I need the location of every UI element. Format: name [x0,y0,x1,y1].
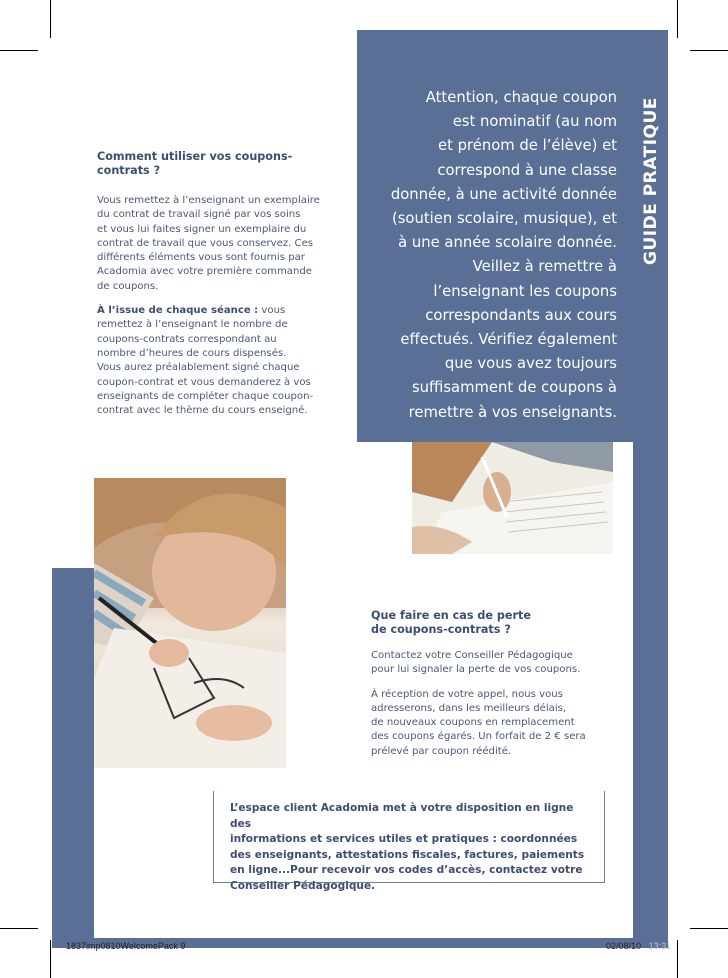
usage-paragraph-2 [97,304,342,418]
text-line [97,304,342,318]
callout-line: effectués. Vérifiez également [400,331,617,349]
child-drawing-photo [94,478,286,768]
callout-line: remettre à vos enseignants. [408,403,617,421]
print-slug: 1837imp0810WelcomePack 9 [66,941,186,951]
callout-line: et prénom de l’élève) et [438,137,617,155]
callout-line: à une année scolaire donnée. [398,234,617,252]
text-line: Vous remettez à l’enseignant un exemplaire [97,195,320,206]
crop-mark [677,0,678,38]
usage-heading: Comment utiliser vos coupons-contrats ? [97,150,293,177]
crop-mark [0,50,38,51]
client-space-info [230,801,590,895]
heading-line: Que faire en cas de perte [371,609,531,622]
text-line: adresserons, dans les meilleurs délais, [371,702,567,714]
info-line: informations et services utiles et pratiques : coordonnées [230,833,578,846]
callout-line: l’enseignant les coupons [433,282,617,300]
text-line: prélevé par coupon réédité. [371,745,512,757]
crop-mark [50,940,51,978]
student-writing-illustration [412,442,613,554]
text-line: nombre d’heures de cours dispensés. [97,347,287,359]
student-writing-photo [412,442,613,554]
text-line: contrat de travail que vous conservez. Ces [97,237,314,249]
loss-paragraph-1 [371,649,626,678]
crop-mark [690,928,728,929]
callout-line: correspond à une classe [437,161,617,179]
text-line: des coupons égarés. Un forfait de 2 € sera [371,731,586,743]
text-line: Acadomia avec votre première commande [97,266,312,278]
callout-paragraph-1 [365,86,617,255]
callout-line: est nominatif (au nom [452,113,617,131]
callout-line: Veillez à remettre à [472,258,617,276]
print-time: 13:31 [648,941,672,951]
usage-section [97,150,342,418]
callout-line: Attention, chaque coupon [425,89,617,106]
left-band [52,568,94,948]
text-line: À réception de votre appel, nous vous [371,688,563,700]
callout-text [365,86,617,425]
text-line: remettez à l’enseignant le nombre de [97,319,288,331]
crop-mark [677,940,678,978]
loss-section [371,609,626,759]
crop-mark [690,50,728,51]
text-line: pour lui signaler la perte de vos coupons. [371,664,581,676]
callout-line: correspondants aux cours [425,306,617,324]
info-line: L’espace client Acadomia met à votre disposition en ligne des [230,802,574,830]
callout-line: donnée, à une activité donnée [390,185,617,203]
print-date-value: 02/08/10 [606,941,642,951]
print-date [606,941,671,951]
info-line: en ligne...Pour recevoir vos codes d’accès, contactez votre [230,864,583,877]
text-fragment: vous [258,305,286,317]
crop-mark [0,928,38,929]
callout-line: (soutien scolaire, musique), et [391,210,617,228]
text-line: contrat avec le thème du cours enseigné. [97,405,308,417]
text-line: différents éléments vous sont fournis par [97,252,305,264]
loss-paragraph-2 [371,688,626,759]
info-line: Conseiller Pédagogique. [230,879,376,892]
info-line: des enseignants, attestations fiscales, factures, paiements [230,848,585,861]
text-line: enseignants de compléter chaque coupon- [97,390,314,402]
child-drawing-illustration [94,478,286,768]
text-line: et vous lui faites signer un exemplaire du [97,223,307,235]
paragraph-lead: À l’issue de chaque séance : [97,305,259,317]
text-line: du contrat de travail signé par vos soins [97,209,301,221]
text-line: Contactez votre Conseiller Pédagogique [371,650,573,661]
text-line: de coupons. [97,280,159,292]
text-line: Vous aurez préalablement signé chaque [97,362,300,374]
text-line: de nouveaux coupons en remplacement [371,717,575,729]
callout-line: suffisamment de coupons à [411,379,617,397]
text-line: coupons-contrats correspondant au [97,333,277,345]
heading-line: de coupons-contrats ? [371,623,511,636]
text-line: coupon-contrat et vous demanderez à vos [97,376,311,388]
usage-paragraph-1 [97,194,342,294]
loss-heading [371,609,626,637]
callout-line: que vous avez toujours [444,355,617,373]
side-title: GUIDE PRATIQUE [641,97,661,265]
callout-paragraph-2 [365,255,617,424]
crop-mark [50,0,51,38]
